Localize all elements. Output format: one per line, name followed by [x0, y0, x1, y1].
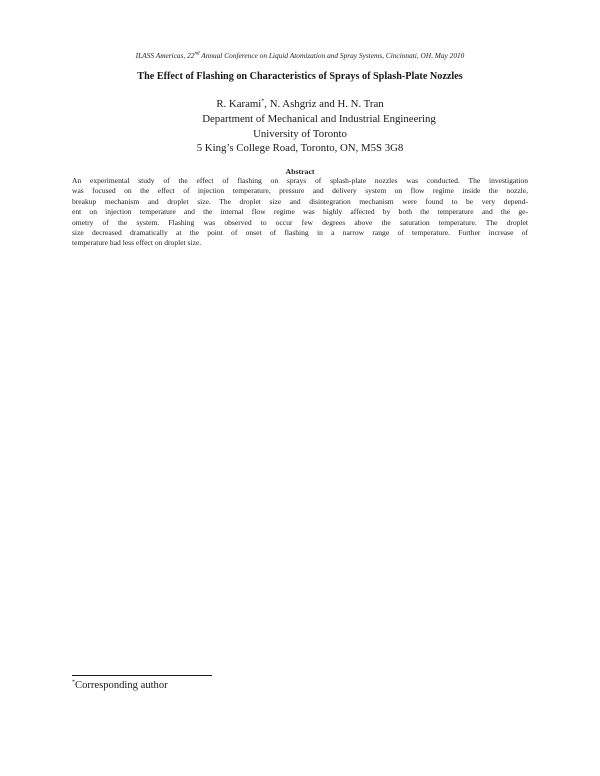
author-block	[0, 97, 600, 156]
abstract-line: was focused on the effect of injection temperature, pressure and delivery system on flow regime inside the nozzle,	[72, 186, 528, 196]
coauthors: , N. Ashgriz and H. N. Tran	[264, 98, 384, 110]
header-conference-suffix: Annual Conference on Liquid Atomization and Spray Systems, Cincinnati, OH, May 2010	[199, 51, 465, 60]
author-line	[0, 97, 600, 112]
corresponding-author-mark: *	[261, 98, 265, 105]
abstract-line: temperature had less effect on droplet size.	[72, 238, 202, 248]
abstract-line: size decreased dramatically at the point of onset of flashing in a narrow range of temperature. Further increase of	[72, 228, 528, 238]
header-ordinal: nd	[194, 51, 200, 57]
footnote	[72, 680, 168, 691]
abstract-body	[72, 176, 528, 249]
abstract-line: ent on injection temperature and the internal flow regime was highly affected by both the temperature and the ge-	[72, 207, 528, 217]
abstract-heading: Abstract	[285, 167, 315, 176]
abstract-line: breakup mechanism and droplet size. The droplet size and disintegration mechanism were found to be very depend-	[72, 196, 528, 206]
footnote-text: Corresponding author	[75, 680, 168, 691]
affiliation-department: Department of Mechanical and Industrial Engineering	[202, 112, 436, 125]
footnote-mark: *	[72, 679, 75, 686]
abstract-line: ometry of the system. Flashing was observed to occur few degrees above the saturation temperature. The droplet	[72, 217, 528, 227]
affiliation-address: 5 King’s College Road, Toronto, ON, M5S 3G8	[196, 142, 404, 155]
header-conference-prefix: ILASS Americas, 22	[135, 51, 195, 60]
footnote-divider	[72, 675, 212, 676]
abstract-line: An experimental study of the effect of flashing on sprays of splash-plate nozzles was conducted. The investigation	[72, 176, 528, 185]
affiliation-university: University of Toronto	[253, 127, 347, 140]
first-author: R. Karami	[216, 98, 262, 110]
running-header	[0, 51, 600, 60]
paper-title: The Effect of Flashing on Characteristics of Sprays of Splash-Plate Nozzles	[137, 71, 463, 82]
